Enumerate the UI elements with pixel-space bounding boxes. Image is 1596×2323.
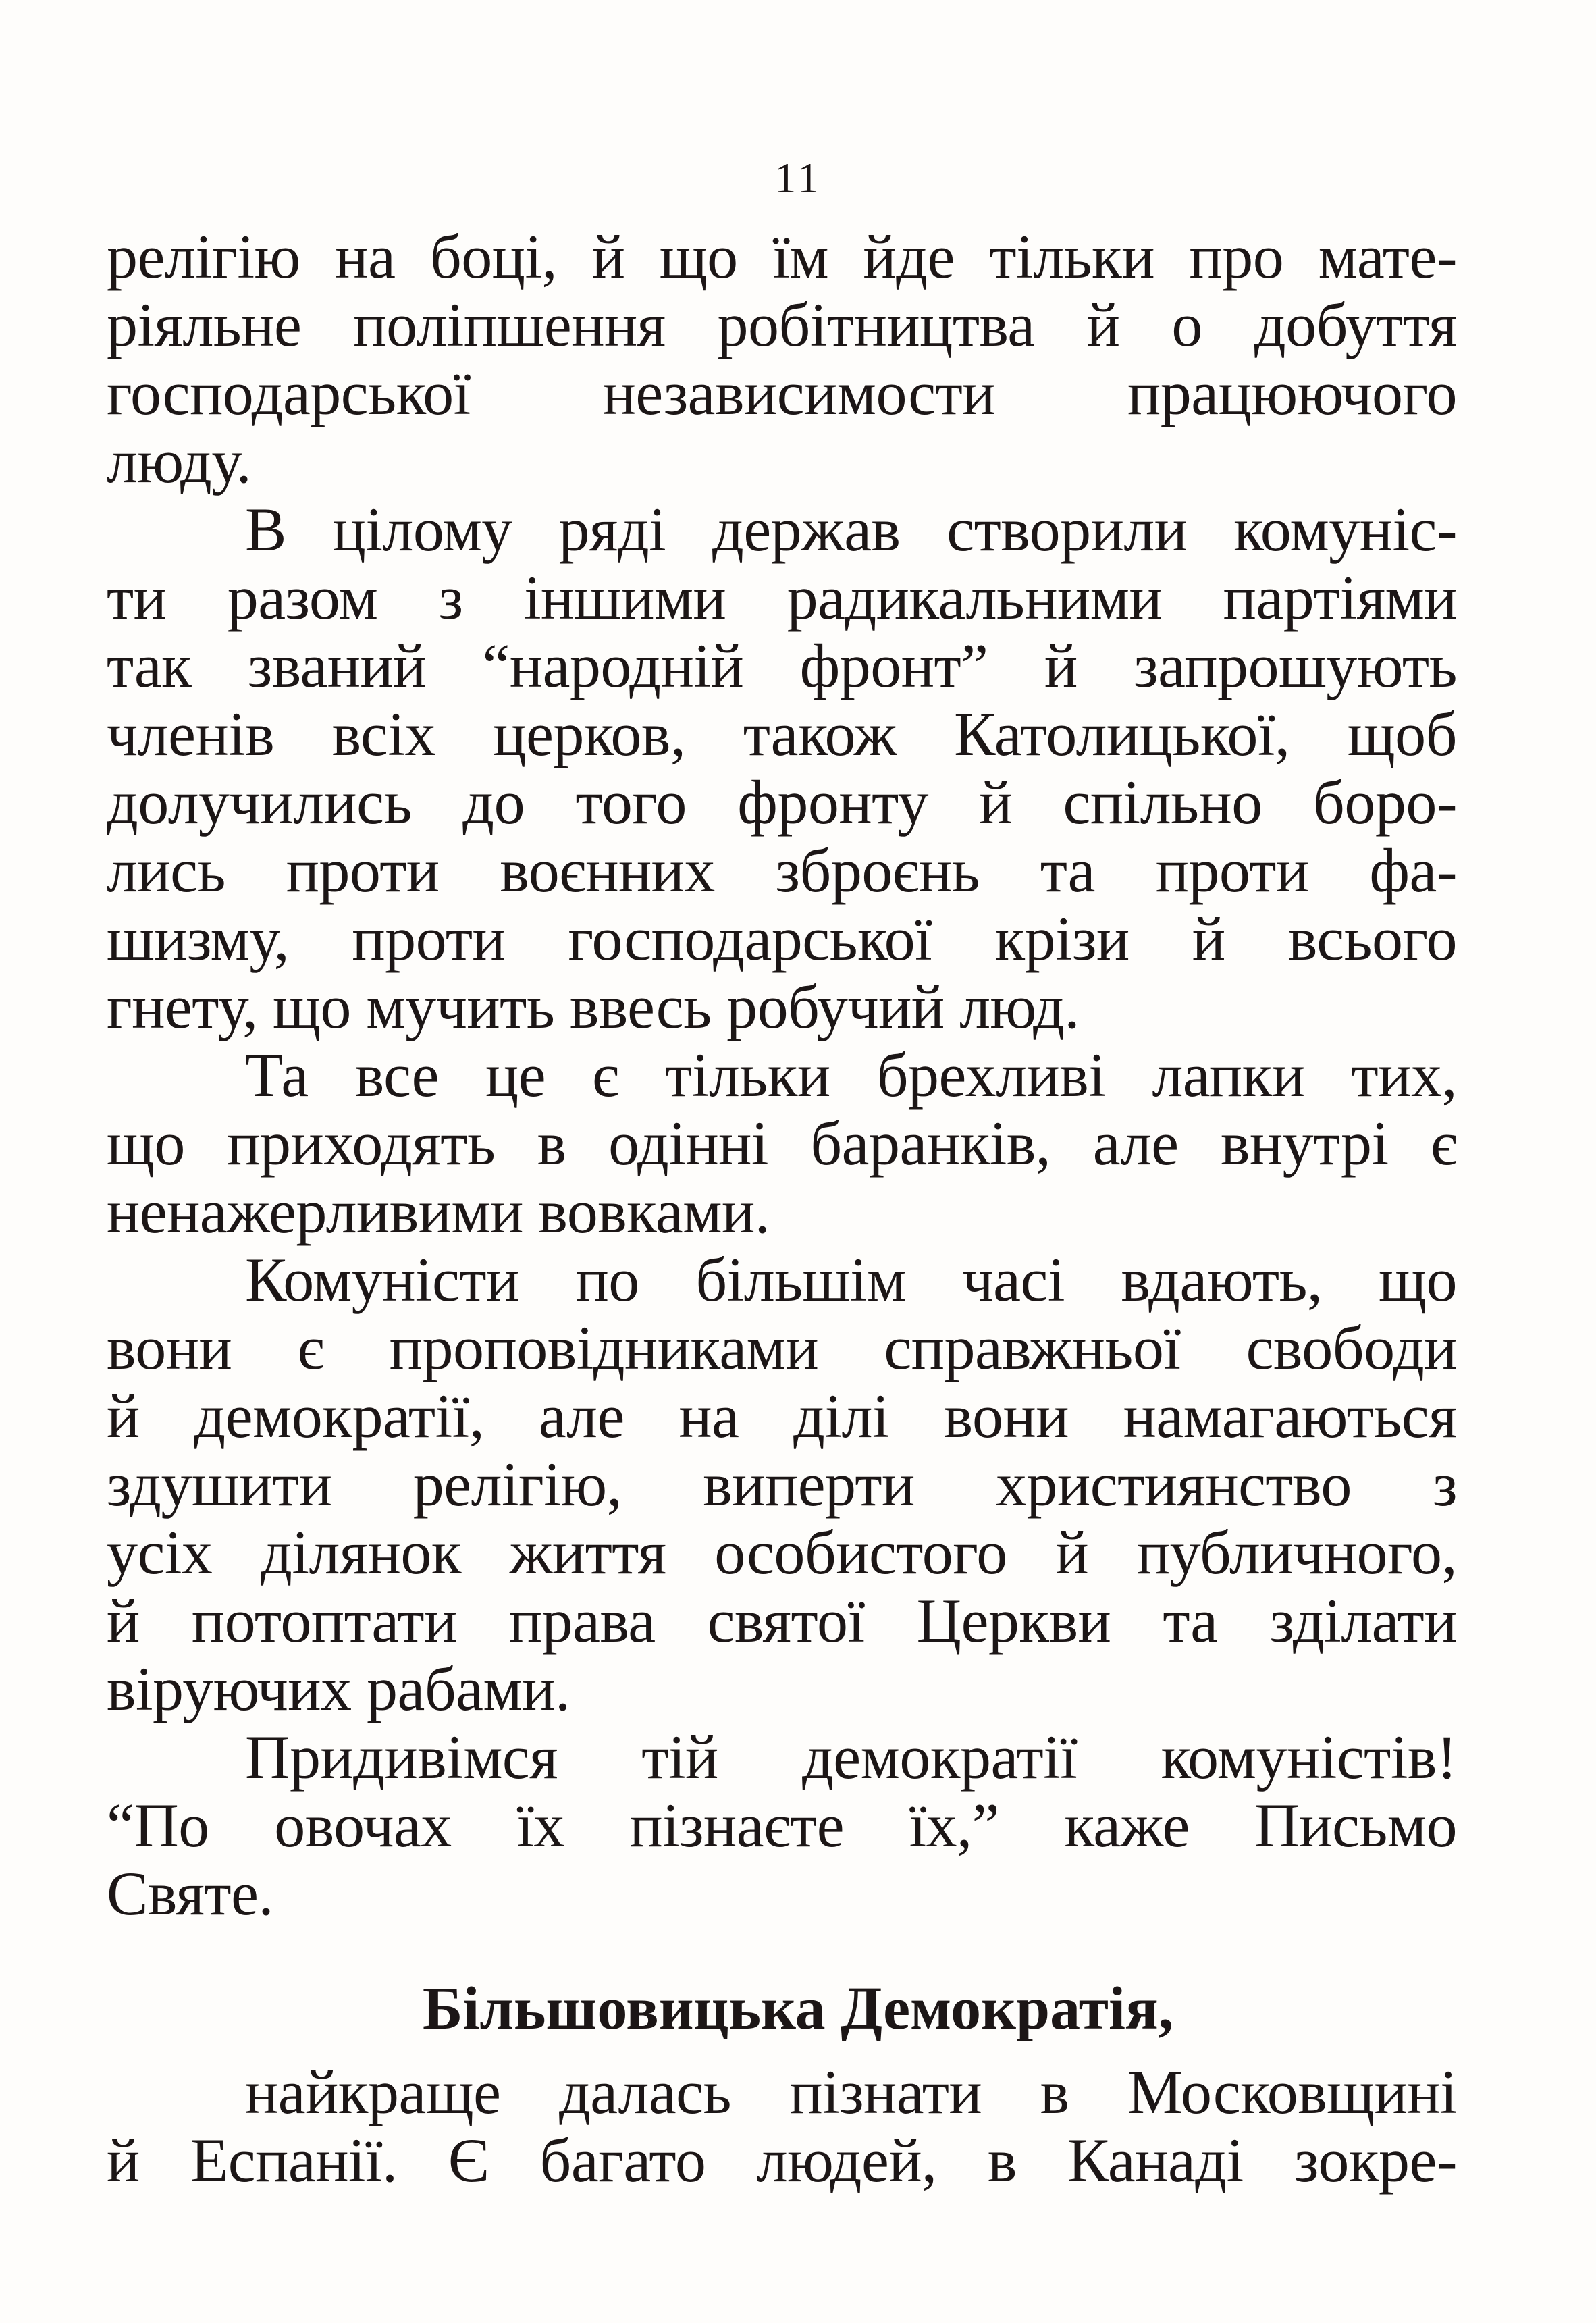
text-line: люду.: [107, 427, 252, 496]
text-line: Та все це є тільки брехливі лапки тих,: [245, 1041, 1457, 1110]
text-line: ріяльне поліпшення робітництва й о добуття: [107, 290, 1457, 359]
text-line: усіх ділянок життя особистого й публичного,: [107, 1518, 1457, 1587]
text-line: Комуністи по більшім часі вдають, що: [245, 1245, 1457, 1314]
text-line: здушити релігію, виперти християнство з: [107, 1450, 1457, 1519]
text-line: шизму, проти господарської крізи й всього: [107, 904, 1457, 973]
text-line: віруючих рабами.: [107, 1654, 570, 1723]
text-line: членів всіх церков, також Католицької, щоб: [107, 700, 1457, 768]
text-line: ти разом з іншими радикальними партіями: [107, 563, 1457, 632]
text-line: й потоптати права святої Церкви та зділати: [107, 1586, 1457, 1655]
text-line: так званий “народній фронт” й запрошують: [107, 631, 1457, 700]
text-line: релігію на боці, й що їм йде тільки про мате-: [107, 222, 1457, 291]
page-number: 11: [774, 154, 822, 202]
text-line: долучились до того фронту й спільно боро-: [107, 768, 1457, 837]
text-line: найкраще далась пізнати в Московщині: [245, 2058, 1457, 2126]
section-heading: Більшовицька Демократія,: [422, 1975, 1174, 2042]
text-line: й демократії, але на ділі вони намагаються: [107, 1382, 1457, 1451]
body-text: [107, 223, 1457, 1928]
text-line: ненажерливими вовками.: [107, 1177, 770, 1246]
text-line: й Еспанії. Є багато людей, в Канаді зокре-: [107, 2126, 1457, 2195]
body-text-continued: [107, 2058, 1457, 2195]
text-line: Придивімся тій демократії комуністів!: [245, 1723, 1457, 1792]
text-line: В цілому ряді держав створили комуніс-: [245, 495, 1457, 564]
text-line: вони є проповідниками справжньої свободи: [107, 1313, 1457, 1382]
text-line: Святе.: [107, 1859, 273, 1928]
text-line: лись проти воєнних зброєнь та проти фа-: [107, 836, 1457, 905]
text-line: що приходять в одінні баранків, але внутрі є: [107, 1109, 1457, 1178]
text-line: “По овочах їх пізнаєте їх,” каже Письмо: [107, 1791, 1457, 1860]
text-line: гнету, що мучить ввесь робучий люд.: [107, 972, 1080, 1041]
text-line: господарської независимости працюючого: [107, 359, 1457, 427]
